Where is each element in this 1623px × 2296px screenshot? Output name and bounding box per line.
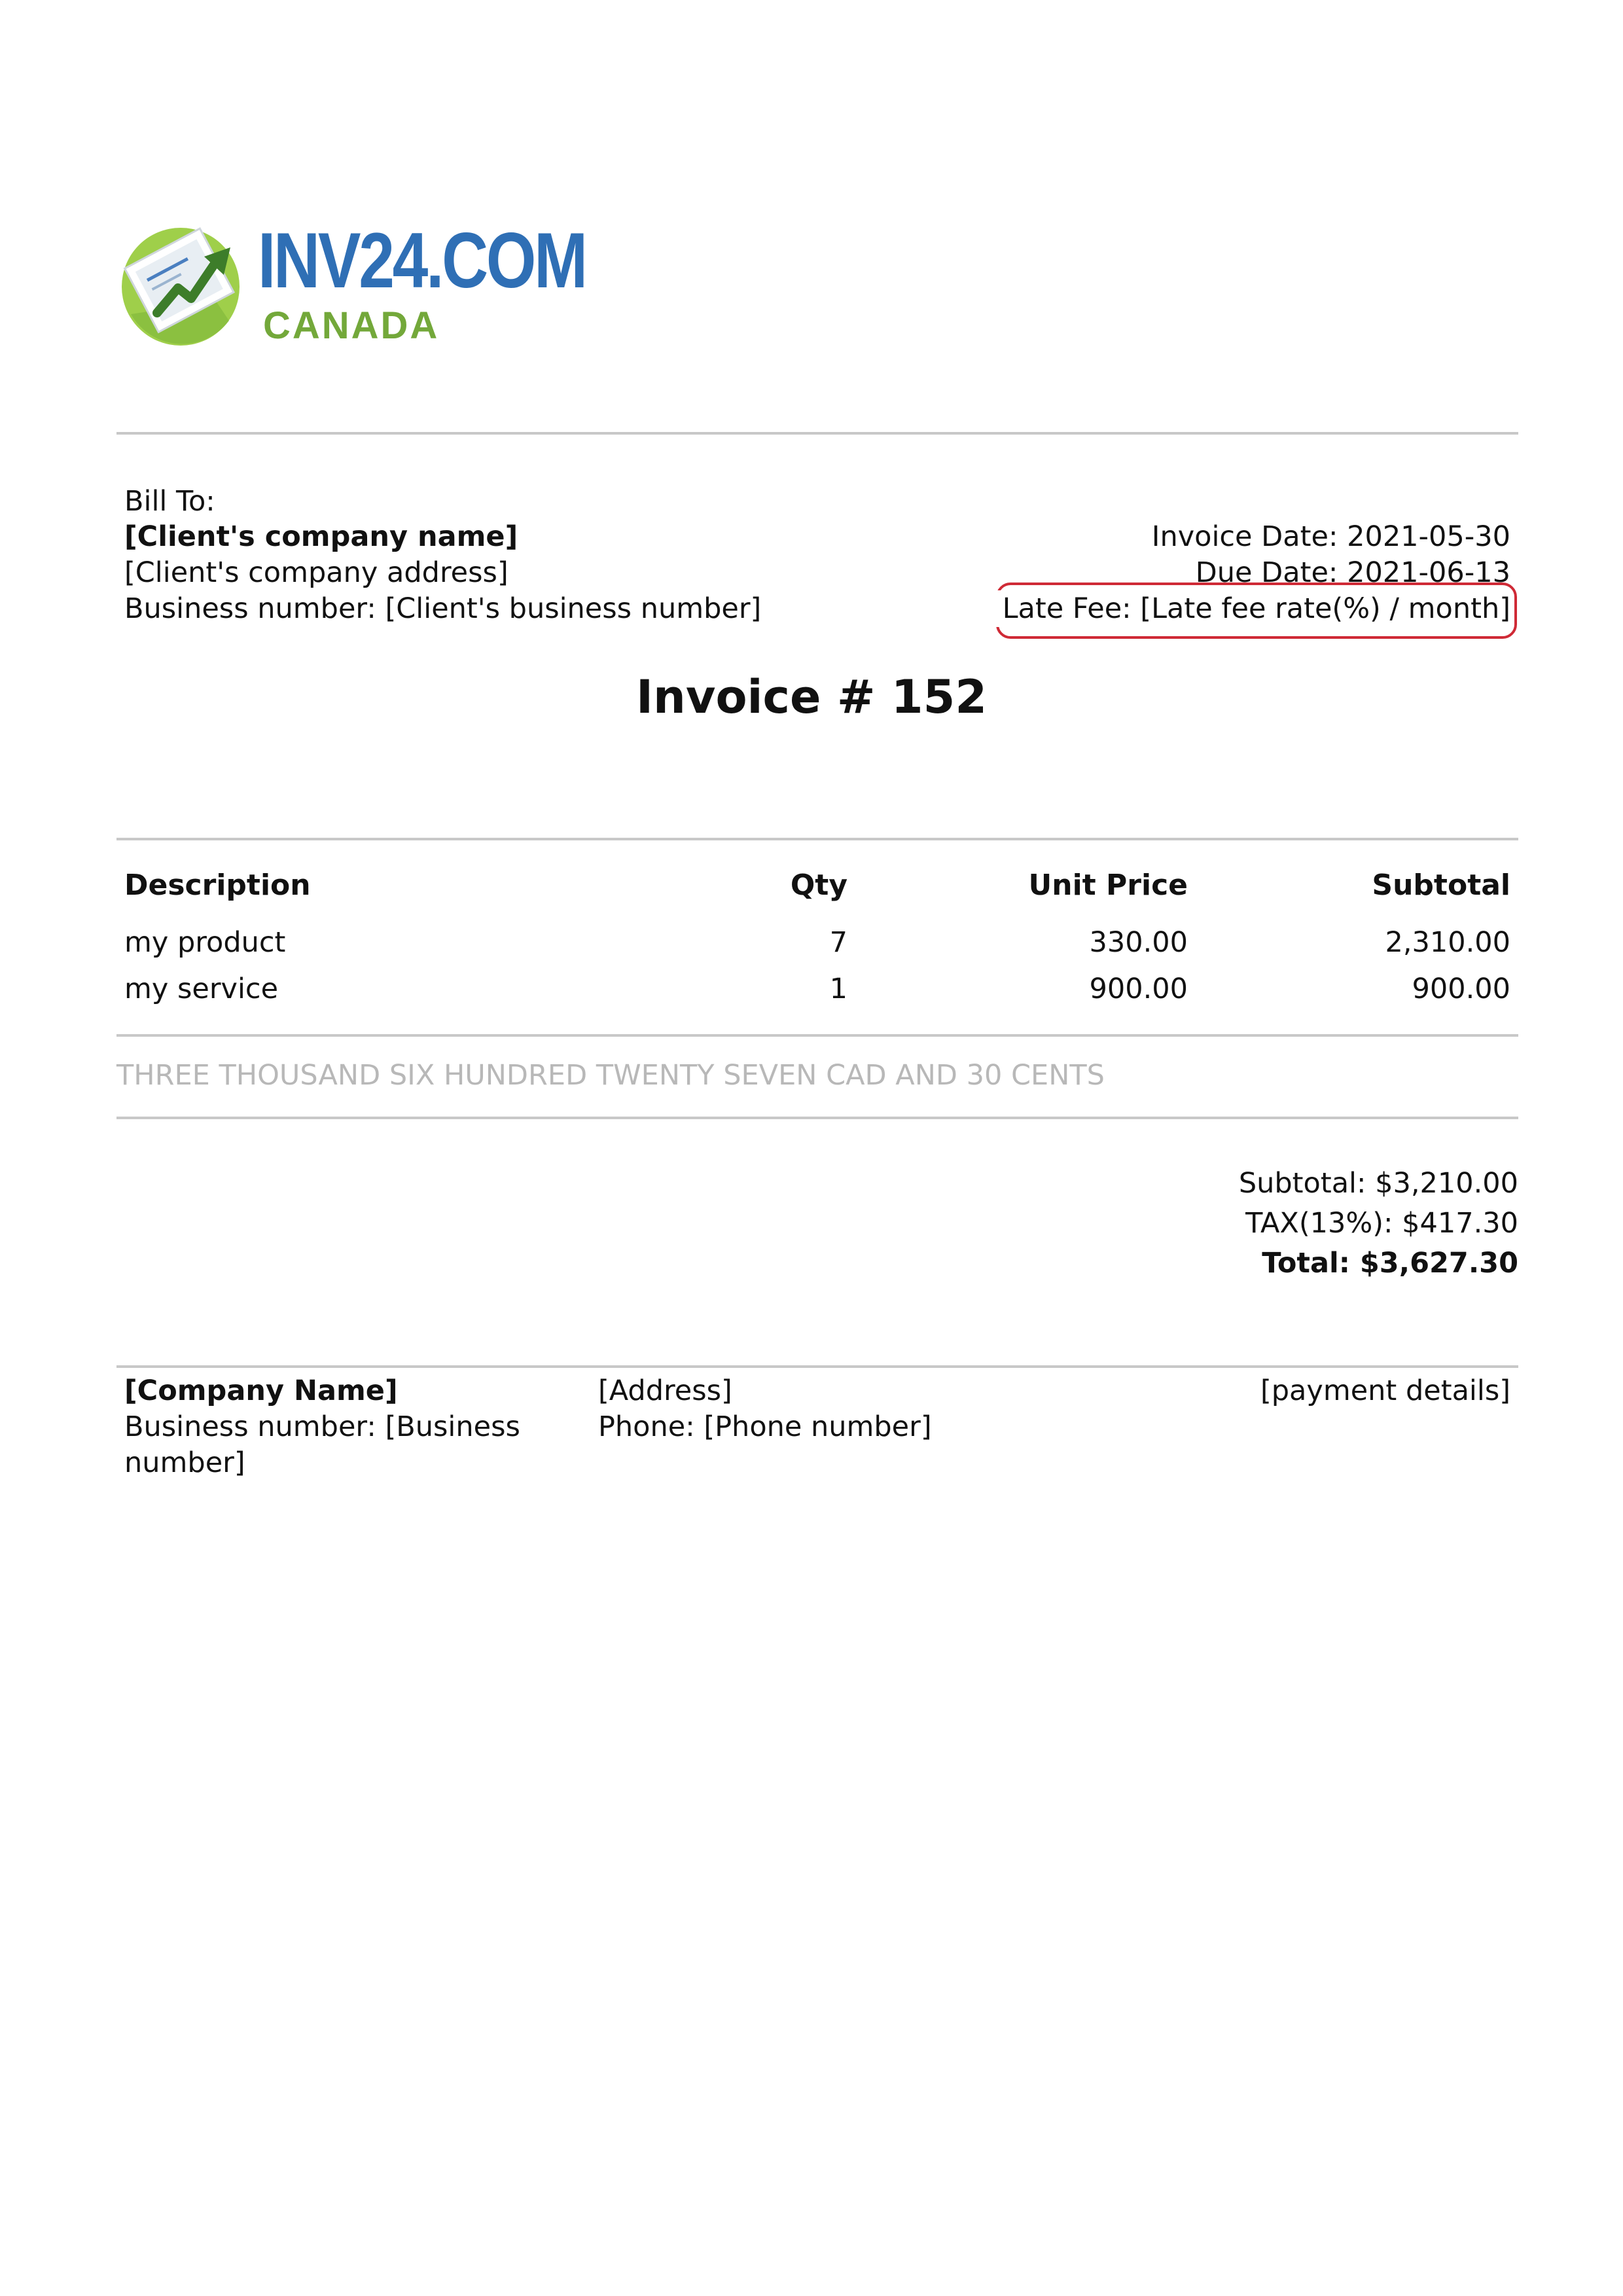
row-description: my product	[124, 926, 286, 959]
logo-region-text: CANADA	[263, 304, 440, 347]
column-header-subtotal: Subtotal	[1372, 869, 1510, 902]
amount-in-words: THREE THOUSAND SIX HUNDRED TWENTY SEVEN CAD AND 30 CENTS	[116, 1059, 1105, 1092]
totals-subtotal: Subtotal: $3,210.00	[1238, 1167, 1518, 1200]
row-qty: 1	[829, 973, 847, 1005]
invoice-growth-arrow-logo-icon	[118, 216, 249, 347]
totals-tax: TAX(13%): $417.30	[1245, 1207, 1518, 1240]
column-header-qty: Qty	[790, 869, 847, 902]
footer-payment-details: [payment details]	[1260, 1374, 1510, 1407]
invoice-date: Invoice Date: 2021-05-30	[1151, 520, 1510, 553]
table-bottom-divider	[116, 1034, 1518, 1037]
footer-phone: Phone: [Phone number]	[598, 1410, 932, 1443]
row-unit-price: 900.00	[1089, 973, 1188, 1005]
footer-address: [Address]	[598, 1374, 732, 1407]
company-logo	[118, 209, 586, 347]
due-date: Due Date: 2021-06-13	[1195, 556, 1510, 589]
client-business-number: Business number: [Client's business number]	[124, 592, 762, 625]
row-subtotal: 2,310.00	[1385, 926, 1510, 959]
footer-divider	[116, 1365, 1518, 1368]
footer-company-name: [Company Name]	[124, 1374, 398, 1407]
totals-total: Total: $3,627.30	[1262, 1247, 1518, 1280]
footer-business-number: Business number: [Business	[124, 1410, 520, 1443]
footer-business-number-cont: number]	[124, 1446, 245, 1479]
client-company-address: [Client's company address]	[124, 556, 508, 589]
row-unit-price: 330.00	[1089, 926, 1188, 959]
bill-to-heading: Bill To:	[124, 485, 215, 518]
row-description: my service	[124, 973, 279, 1005]
words-divider	[116, 1117, 1518, 1119]
table-top-divider	[116, 838, 1518, 840]
invoice-title: Invoice # 152	[635, 670, 988, 724]
column-header-unit-price: Unit Price	[1028, 869, 1188, 902]
column-header-description: Description	[124, 869, 311, 902]
row-subtotal: 900.00	[1412, 973, 1510, 1005]
client-company-name: [Client's company name]	[124, 520, 518, 553]
logo-brand-text: INV24.COM	[258, 217, 586, 304]
late-fee: Late Fee: [Late fee rate(%) / month]	[996, 590, 1510, 627]
row-qty: 7	[829, 926, 847, 959]
header-divider	[116, 432, 1518, 435]
